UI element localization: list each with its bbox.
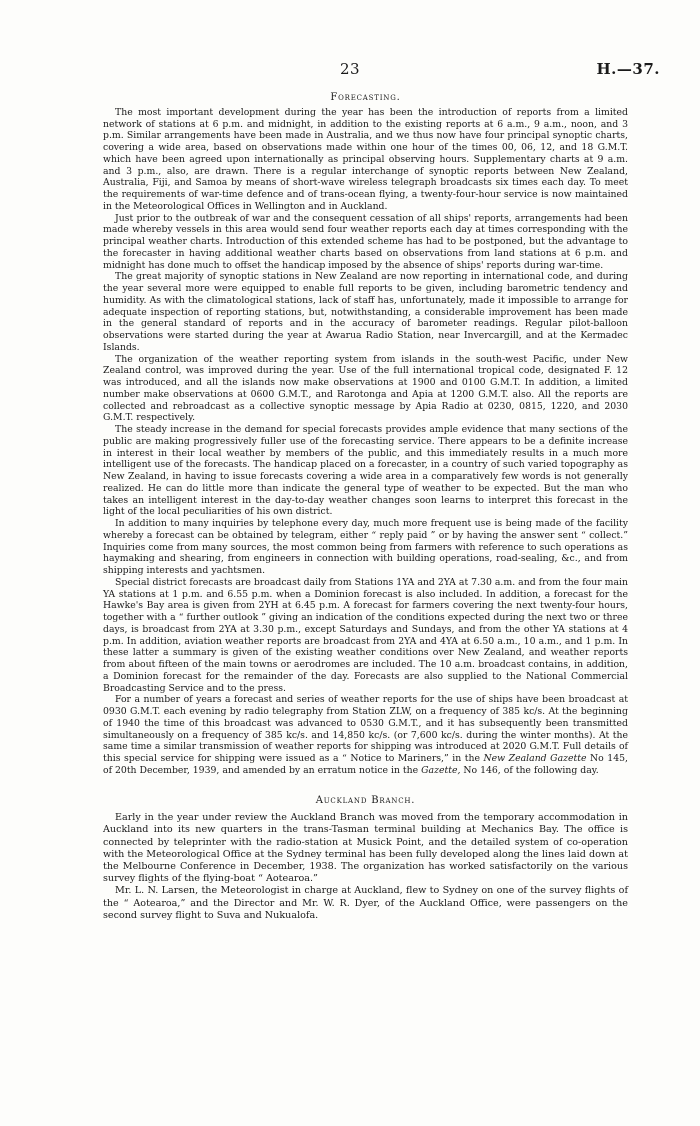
- paragraph: In addition to many inquiries by telephone every day, much more frequent use is being made of the facility whereby a forecast can be obtained by telegram, either “ reply paid ” or by having the answer sent “ collect.” Inquiries come from many sources, the most common being from farmers with reference to such operations as haymaking and shearing, from engineers in connection with building operations, road-sealing, &c., and from shipping interests and yachtsmen.: [103, 518, 628, 576]
- section-heading-auckland-branch: Auckland Branch.: [315, 794, 416, 806]
- paragraph: The organization of the weather reporting system from islands in the south-west Pacific, under New Zealand control, was improved during the year. Use of the full international tropical code, designated F. 12 was introduced, and all the islands now make observations at 1900 and 0100 G.M.T. In addition, a limited number make observations at 0600 G.M.T., and Rarotonga and Apia at 1200 G.M.T. also. All the reports are collected and rebroadcast as a collective synoptic message by Apia Radio at 0230, 0815, 1220, and 2030 G.M.T. respectively.: [103, 353, 628, 424]
- auckland-section: [103, 812, 628, 922]
- text-segment: No 145, of 20th December, 1939, and amended by an erratum notice in the: [103, 753, 629, 776]
- document-code: H.—37.: [596, 60, 660, 78]
- paragraph-shipping: [103, 694, 628, 776]
- paragraph: The most important development during the year has been the introduction of reports from a limited network of stations at 6 p.m. and midnight, in addition to the existing reports at 6 a.m., 9 a.m., noon, and 3 p.m. Similar arrangements have been made in Australia, and we thus now have four principal synoptic charts, covering a wide area, based on observations made within one hour of the times 00, 06, 12, and 18 G.M.T. which have been agreed upon internationally as principal observing hours. Supplementary charts at 9 a.m. and 3 p.m., also, are drawn. There is a regular interchange of synoptic reports between New Zealand, Australia, Fiji, and Samoa by means of short-wave wireless telegraph broadcasts six times each day. To meet the requirements of war-time defence and of trans-ocean flying, a twenty-four-hour service is now maintained in the Meteorological Offices in Wellington and in Auckland.: [103, 106, 628, 212]
- section-heading-forecasting: Forecasting.: [330, 92, 401, 103]
- paragraph: Special district forecasts are broadcast daily from Stations 1YA and 2YA at 7.30 a.m. and from the four main YA stations at 1 p.m. and 6.55 p.m. when a Dominion forecast is also included. In addition, a forecast for the Hawke's Bay area is given from 2YH at 6.45 p.m. A forecast for farmers covering the next twenty-four hours, together with a “ further outlook ” giving an indication of the conditions expected during the next two or three days, is broadcast from 2YA at 3.30 p.m., except Saturdays and Sundays, and from the other YA stations at 4 p.m. In addition, aviation weather reports are broadcast from 2YA and 4YA at 6.50 a.m., 10 a.m., and 1 p.m. In these latter a summary is given of the existing weather conditions over New Zealand, and weather reports from about fifteen of the main towns or aerodromes are included. The 10 a.m. broadcast contains, in addition, a Dominion forecast for the remainder of the day. Forecasts are also supplied to the National Commercial Broadcasting Service and to the press.: [103, 576, 628, 694]
- text-segment: No 146, of the following day.: [460, 764, 599, 776]
- paragraph: The great majority of synoptic stations in New Zealand are now reporting in international code, and during the year several more were equipped to enable full reports to be given, including barometric tendency and humidity. As with the climatological stations, lack of staff has, unfortunately, made it impossible to arrange for adequate inspection of reporting stations, but, notwithstanding, a considerable improvement has been made in the general standard of reports and in the accuracy of barometer readings. Regular pilot-balloon observations were started during the year at Awarua Radio Station, near Invercargill, and at the Kermadec Islands.: [103, 271, 628, 353]
- text-segment: For a number of years a forecast and series of weather reports for the use of ships have been broadcast at 0930 G.M.T. each evening by radio telegraphy from Station ZLW, on a frequency of 385 kc/s. At the beginning of 1940 the time of this broadcast was advanced to 0530 G.M.T., and it has subsequently been transmitted simultaneously on a frequency of 385 kc/s. and 14,850 kc/s. (or 7,600 kc/s. during the winter months). At the same time a similar transmission of weather reports for shipping was introduced at 2020 G.M.T. Full details of this special service for shipping were issued as a “ Notice to Mariners,” in the: [103, 694, 628, 764]
- paragraph: The steady increase in the demand for special forecasts provides ample evidence that many sections of the public are making progressively fuller use of the forecasting service. There appears to be a definite increase in interest in their local weather by members of the public, and this immediately results in a much more intelligent use of the forecasts. The handicap placed on a forecaster, in a country of such varied topography as New Zealand, in having to issue forecasts covering a wide area in a comparatively few words is not generally realized. He can do little more than indicate the general type of weather to be expected. But the man who takes an intelligent interest in the day-to-day weather changes soon learns to interpret this forecast in the light of the local peculiarities of his own district.: [103, 424, 628, 518]
- body-text: [103, 92, 628, 922]
- paragraph: Just prior to the outbreak of war and the consequent cessation of all ships' reports, arrangements had been made whereby vessels in this area would send four weather reports each day at times corresponding with the principal weather charts. Introduction of this extended scheme has had to be postponed, but the advantage to the forecaster in having additional weather charts based on observations from land stations at 6 p.m. and midnight has done much to offset the handicap imposed by the absence of ships' reports during war-time.: [103, 212, 628, 271]
- italic-publication: Gazette,: [421, 764, 461, 776]
- paragraph: Mr. L. N. Larsen, the Meteorologist in charge at Auckland, flew to Sydney on one of the survey flights of the “ Aotearoa,” and the Director and Mr. W. R. Dyer, of the Auckland Office, were passengers on the second survey flight to Suva and Nukualofa.: [103, 885, 628, 921]
- paragraph: Early in the year under review the Auckland Branch was moved from the temporary accommodation in Auckland into its new quarters in the trans-Tasman terminal building at Mechanics Bay. The office is connected by teleprinter with the radio-station at Musick Point, and the detailed system of co-operation with the Meteorological Office at the Sydney terminal has been fully developed along the lines laid down at the Melbourne Conference in December, 1938. The organization has worked satisfactorily on the various survey flights of the flying-boat “ Aotearoa.”: [103, 812, 628, 885]
- italic-publication: New Zealand Gazette: [483, 753, 587, 764]
- page-number: 23: [339, 60, 361, 78]
